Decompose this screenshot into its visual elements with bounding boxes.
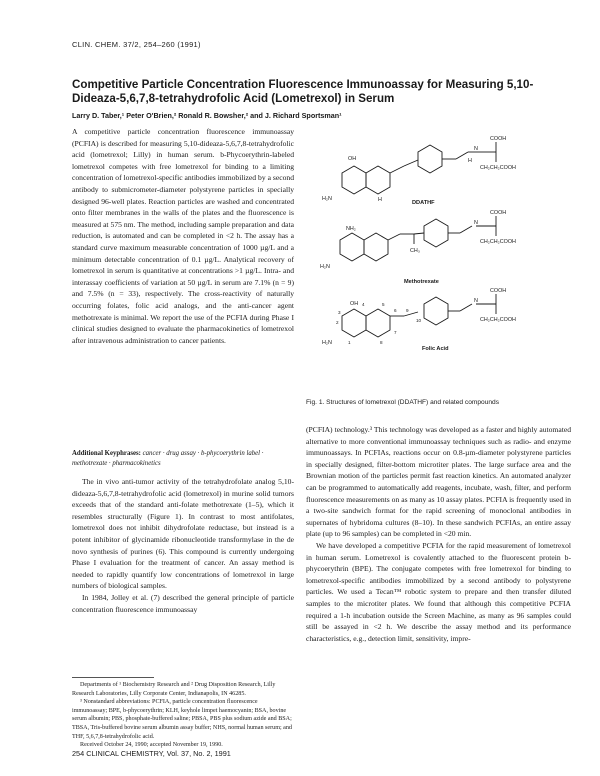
- right-paragraph-2: We have developed a competitive PCFIA for the rapid measurement of lometrexol in human serum. Lometrexol is covalently attached to the fluorescent protein b-phycoerythrin (BPE). The conjugate competes with free lometrexol for binding to lometrexol-specific antibodies immobilized by a second antibody to polystyrene particles. We used a Tecan™ robotic system to prepare and then transfer diluted samples to the microtiter plates. We found that although this competitive PCFIA required a 1-h incubation outside the Screen Machine, as many as 96 samples could still be assayed in <2 h. We describe the assay method and its performance characteristics, e.g., detection limit, sensitivity, impre-: [306, 540, 571, 643]
- footnote-received: Received October 24, 1990; accepted November 19, 1990.: [80, 742, 223, 749]
- methotrexate-name: Methotrexate: [404, 279, 439, 285]
- folic-n-label: N: [474, 298, 478, 304]
- footnote-abbreviations: ³ Nonstandard abbreviations: PCFIA, particle concentration fluorescence immunoassay; BPE, b-phycoerythrin; KLH, keyhole limpet haemocyanin; BSA, bovine serum albumin; PBS, phosphate-buffered saline; PBSA, PBS plus sodium azide and BSA; TBSA, Tris-buffered bovine serum albumin assay buffer; NHS, normal human serum; and THF, 5,6,7,8-tetrahydrofolic acid.: [72, 699, 292, 740]
- folic-num-2: 2: [336, 320, 339, 325]
- keyphrases: [72, 449, 294, 469]
- ddathf-h2n-label: H₂N: [322, 196, 332, 202]
- mtx-h2n-label: H₂N: [320, 264, 330, 270]
- folic-num-7: 7: [394, 330, 397, 335]
- folic-num-9: 9: [406, 308, 409, 313]
- article-title: Competitive Particle Concentration Fluorescence Immunoassay for Measuring 5,10-Dideaza-5,6,7,8-tetrahydrofolic Acid (Lometrexol) in Serum: [72, 78, 534, 105]
- ddathf-cooh-label: COOH: [490, 136, 507, 142]
- figure-caption: Fig. 1. Structures of lometrexol (DDATHF) and related compounds: [306, 399, 500, 406]
- mtx-n-label: N: [474, 220, 478, 226]
- folic-acid-name: Folic Acid: [422, 346, 449, 352]
- folic-num-10: 10: [416, 318, 422, 323]
- folic-num-6: 6: [394, 308, 397, 313]
- folic-h2n-label: H₂N: [322, 340, 332, 346]
- intro-column: [72, 476, 294, 615]
- mtx-nh2-label: NH₂: [346, 226, 356, 232]
- ddathf-h-bottom-label: H: [378, 197, 382, 203]
- intro-paragraph-1: The in vivo anti-tumor activity of the tetrahydrofolate analog 5,10-dideaza-5,6,7,8-tetrahydrofolic acid (lometrexol) in murine solid tumors exceeds that of the standard anti-folate methotrexate (1–5), which it resembles structurally (Figure 1). In contrast to most antifolates, lometrexol does not inhibit dihydrofolate reductase, but instead is a potent inhibitor of glycinamide ribonucleotide transformylase in the de novo synthesis of purines (6). This compound is currently undergoing Phase I evaluation for the treatment of cancer. An assay method is needed to rapidly quantify low concentrations of lometrexol in large numbers of biological samples.: [72, 477, 294, 591]
- footnote-affiliations: Departments of ¹ Biochemistry Research and ² Drug Disposition Research, Lilly Research Laboratories, Lilly Corporate Center, Indianapolis, IN 46285.: [72, 682, 276, 697]
- right-column: [306, 424, 571, 644]
- abstract: A competitive particle concentration fluorescence immunoassay (PCFIA) is described for measuring 5,10-dideaza-5,6,7,8-tetrahydrofolic acid (lometrexol; Lilly) in human serum. b-Phycoerythrin-labeled lometrexol competes with free lometrexol for binding to a limiting concentration of lometrexol-specific antibodies immobilized by a second antibody to submicrometer-diameter polystyrene particles in specially designed 96-well plates. Reaction particles are washed and concentrated onto filter membranes in the walls of the plates and the fluorescence is measured at 575 nm. The method, including sample preparation and data reduction, is automated and can be completed in <2 h. The assay has a standard curve maximum measurable concentration of 1000 µg/L and a minimum detectable concentration of 0.1 µg/L. Analytical recovery of lometrexol in serum is quantitative at concentrations >1 µg/L. Intra- and interassay coefficients of variation at 50 µg/L in serum are 7.1% (n = 9) and 7.5% (n = 33), respectively. The cross-reactivity of naturally occurring folates, folic acid analogs, and the anti-cancer agent methotrexate is minimal. We report the use of the PCFIA during Phase I clinical studies designed to evaluate the pharmacokinetics of lometrexol after intravenous administration to cancer patients.: [72, 127, 294, 345]
- authors: Larry D. Taber,¹ Peter O'Brien,² Ronald R. Bowsher,² and J. Richard Sportsman¹: [72, 111, 342, 120]
- folic-num-3: 3: [338, 310, 341, 315]
- folic-num-4: 4: [362, 302, 365, 307]
- folic-num-8: 8: [380, 340, 383, 345]
- folic-num-1: 1: [348, 340, 351, 345]
- ddathf-h-label: H: [468, 158, 472, 164]
- structure-ddathf: [342, 142, 496, 194]
- folic-num-5: 5: [382, 302, 385, 307]
- structure-methotrexate: [340, 216, 496, 261]
- footnotes: [72, 681, 294, 750]
- ddathf-name: DDATHF: [412, 200, 435, 206]
- folic-cooh-label: COOH: [490, 288, 507, 294]
- folic-oh-label: OH: [350, 301, 359, 307]
- keyphrases-list: cancer · drug assay · b-phycoerythrin label · methotrexate · pharmacokinetics: [72, 450, 264, 467]
- folic-sidechain-label: CH₂CH₂COOH: [480, 317, 516, 323]
- structure-folic-acid: [342, 294, 496, 337]
- mtx-ch3-label: CH₃: [410, 248, 420, 254]
- intro-paragraph-2: In 1984, Jolley et al. (7) described the general principle of particle concentration fluorescence immunoassay: [72, 592, 294, 614]
- ddathf-sidechain-label: CH₂CH₂COOH: [480, 165, 516, 171]
- keyphrases-label: Additional Keyphrases:: [72, 450, 141, 457]
- mtx-sidechain-label: CH₂CH₂COOH: [480, 239, 516, 245]
- ddathf-oh-label: OH: [348, 156, 357, 162]
- page-footer: 254 CLINICAL CHEMISTRY, Vol. 37, No. 2, 1991: [72, 749, 231, 758]
- mtx-cooh-label: COOH: [490, 210, 507, 216]
- ddathf-n-label: N: [474, 146, 478, 152]
- figure-chemical-structures: [300, 128, 568, 386]
- right-paragraph-continued: (PCFIA) technology.³ This technology was developed as a faster and highly automated alternative to more conventional immunoassay techniques such as radio- and enzyme immunoassays. In PCFIAs, reactions occur on 0.8-µm-diameter polystyrene particles in specially designed, filter-bottom microtiter plates. The large surface area and the Brownian motion of the particles permit fast reaction kinetics. An automated analyzer can be programmed to automatically add reagents, incubate, wash, filter, and perform fluorescence measurements on as many as 10 assay plates. PCFIA is frequently used in a two-site sandwich format for the rapid screening of monoclonal antibodies in supernates of hybridoma cultures (8–10). In these sandwich PCFIAs, an entire assay plate (up to 96 samples) can be completed in <20 min.: [306, 425, 571, 539]
- footnote-divider: [72, 677, 154, 678]
- journal-header: CLIN. CHEM. 37/2, 254–260 (1991): [72, 40, 201, 49]
